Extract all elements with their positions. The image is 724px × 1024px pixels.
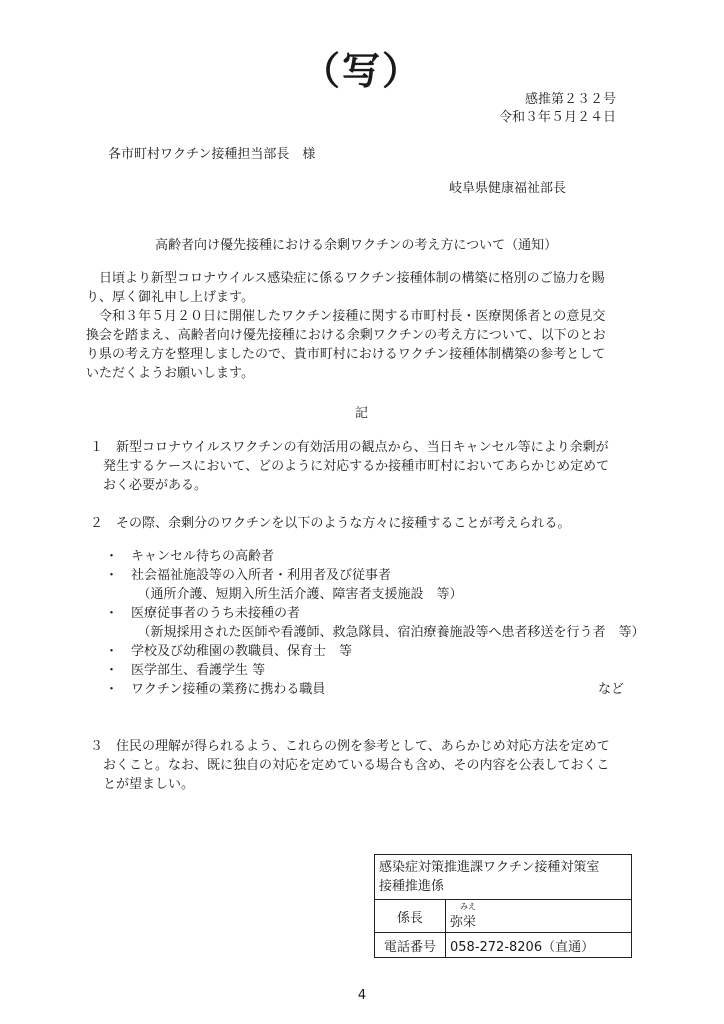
intro-line: り、厚く御礼申し上げます。 <box>86 290 254 305</box>
sender: 岐阜県健康福祉部長 <box>449 181 567 196</box>
document-title: 高齢者向け優先接種における余剰ワクチンの考え方について（通知） <box>155 238 558 253</box>
list-item: ・ 学校及び幼稚園の教職員、保育士 等 <box>105 644 353 659</box>
document-date: 令和３年５月２４日 <box>498 110 616 125</box>
contact-section: 接種推進係 <box>379 879 445 894</box>
copy-stamp: （写） <box>301 49 422 93</box>
item-1-line: おく必要がある。 <box>90 478 208 493</box>
phone-number: 058-272-8206（直通） <box>446 933 632 958</box>
intro-line: 令和３年５月２０日に開催したワクチン接種に関する市町村長・医療関係者との意見交 <box>86 309 606 324</box>
person-name: 弥栄 <box>450 915 477 930</box>
page-number: 4 <box>357 988 367 1003</box>
intro-line: 換会を踏まえ、高齢者向け優先接種における余剰ワクチンの考え方について、以下のとお <box>86 328 606 343</box>
list-end-nado: など <box>598 682 625 697</box>
list-item: ・ 医療従事者のうち未接種の者 <box>105 606 301 621</box>
item-3 <box>90 737 610 794</box>
intro-line: いただくようお願いします。 <box>86 366 254 381</box>
list-item: （新規採用された医師や看護師、救急隊員、宿泊療養施設等へ患者移送を行う者 等） <box>105 625 645 640</box>
recipient: 各市町村ワクチン接種担当部長 様 <box>108 147 316 162</box>
item-2: ２ その際、余剰分のワクチンを以下のような方々に接種することが考えられる。 <box>90 516 571 531</box>
item-3-line: とが望ましい。 <box>90 777 195 792</box>
item-1-line: 発生するケースにおいて、どのように対応するか接種市町村においてあらかじめ定めて <box>90 459 610 474</box>
list-item: ・ 社会福祉施設等の入所者・利用者及び従事者 <box>105 568 392 583</box>
ki-heading: 記 <box>355 406 369 421</box>
intro-paragraph <box>86 269 606 383</box>
contact-department: 感染症対策推進課ワクチン接種対策室 <box>379 860 600 875</box>
item-3-line: おくこと。なお、既に独自の対応を定めている場合も含め、その内容を公表しておくこ <box>90 758 610 773</box>
bullet-list <box>105 547 645 699</box>
name-ruby: みえ <box>460 902 476 911</box>
list-item: ・ ワクチン接種の業務に携わる職員 <box>105 682 326 697</box>
list-item: ・ キャンセル待ちの高齢者 <box>105 549 275 564</box>
role-label: 係長 <box>375 900 446 933</box>
list-item: ・ 医学部生、看護学生 等 <box>105 663 266 678</box>
item-1-line: １ 新型コロナウイルスワクチンの有効活用の観点から、当日キャンセル等により余剰が <box>90 440 609 455</box>
contact-person <box>446 900 632 933</box>
document-number: 感推第２３２号 <box>524 92 616 107</box>
phone-label: 電話番号 <box>375 933 446 958</box>
item-3-line: ３ 住民の理解が得られるよう、これらの例を参考として、あらかじめ対応方法を定めて <box>90 739 610 754</box>
intro-line: 日頃より新型コロナウイルス感染症に係るワクチン接種体制の構築に格別のご協力を賜 <box>86 271 605 286</box>
item-1 <box>90 438 609 495</box>
contact-header <box>375 855 632 900</box>
intro-line: り県の考え方を整理しましたので、貴市町村におけるワクチン接種体制構築の参考として <box>86 347 606 362</box>
contact-box <box>374 854 632 958</box>
list-item: （通所介護、短期入所生活介護、障害者支援施設 等） <box>105 587 463 602</box>
